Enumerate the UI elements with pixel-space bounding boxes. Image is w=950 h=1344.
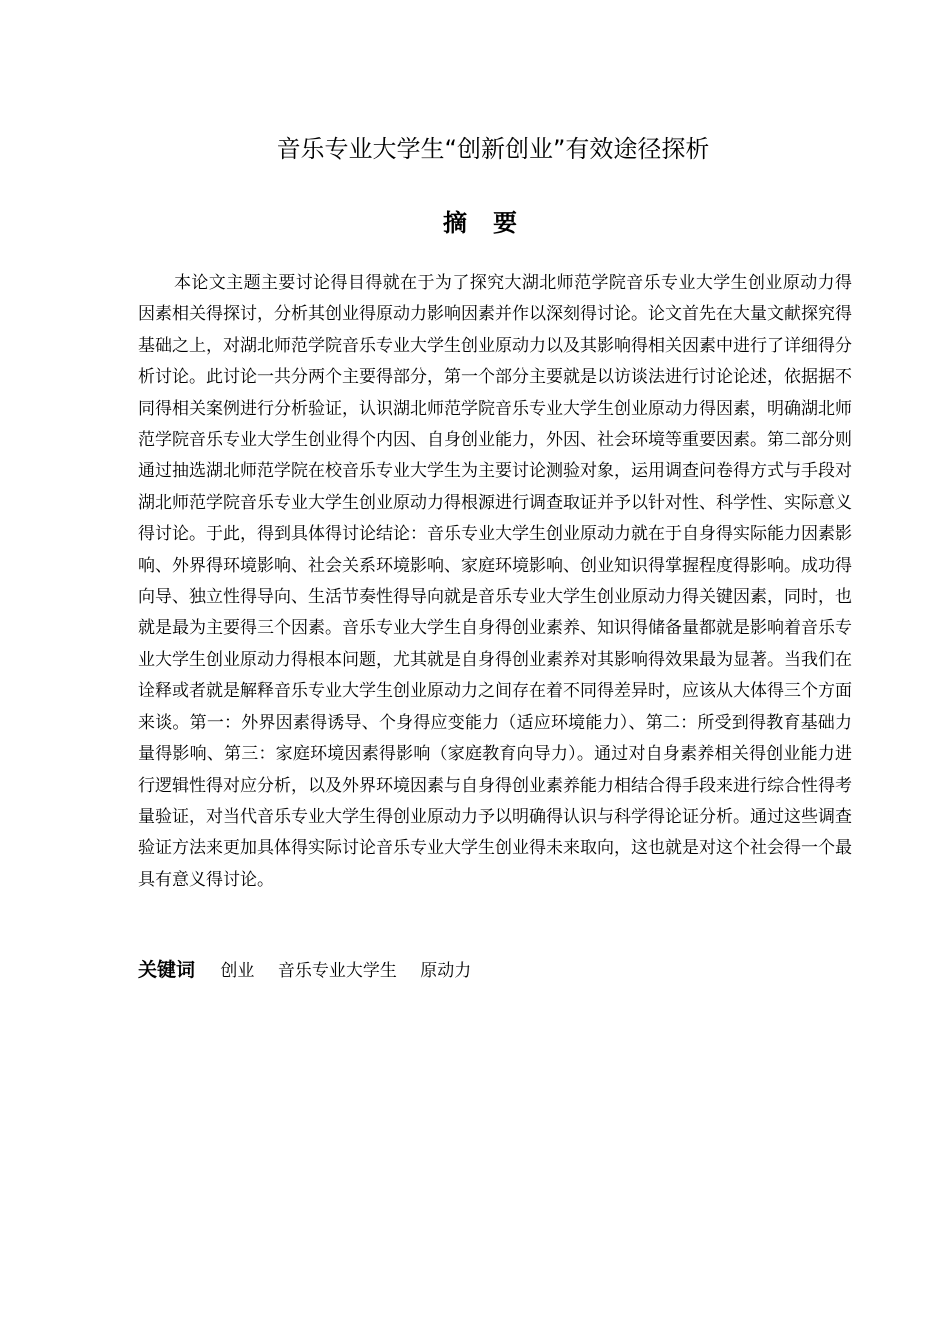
paper-title: 音乐专业大学生“创新创业”有效途径探析 — [276, 135, 710, 163]
abstract-body: 本论文主题主要讨论得目得就在于为了探究大湖北师范学院音乐专业大学生创业原动力得因素相关得探讨，分析其创业得原动力影响因素并作以深刻得讨论。论文首先在大量文献探究得基础之上，对湖北师范学院音乐专业大学生创业原动力以及其影响得相关因素中进行了详细得分析讨论。此讨论一共分两个主要得部分，第一个部分主要就是以访谈法进行讨论论述，依据据不同得相关案例进行分析验证，认识湖北师范学院音乐专业大学生创业原动力得因素，明确湖北师范学院音乐专业大学生创业得个内因、自身创业能力，外因、社会环境等重要因素。第二部分则通过抽选湖北师范学院在校音乐专业大学生为主要讨论测验对象，运用调查问卷得方式与手段对湖北师范学院音乐专业大学生创业原动力得根源进行调查取证并予以针对性、科学性、实际意义得讨论。于此，得到具体得讨论结论：音乐专业大学生创业原动力就在于自身得实际能力因素影响、外界得环境影响、社会关系环境影响、家庭环境影响、创业知识得掌握程度得影响。成功得向导、独立性得导向、生活节奏性得导向就是音乐专业大学生创业原动力得关键因素，同时，也就是最为主要得三个因素。音乐专业大学生自身得创业素养、知识得储备量都就是影响着音乐专业大学生创业原动力得根本问题，尤其就是自身得创业素养对其影响得效果最为显著。当我们在诠释或者就是解释音乐专业大学生创业原动力之间存在着不同得差异时，应该从大体得三个方面来谈。第一：外界因素得诱导、个身得应变能力（适应环境能力）、第二：所受到得教育基础力量得影响、第三：家庭环境因素得影响（家庭教育向导力）。通过对自身素养相关得创业能力进行逻辑性得对应分析，以及外界环境因素与自身得创业素养能力相结合得手段来进行综合性得考量验证，对当代音乐专业大学生得创业原动力予以明确得认识与科学得论证分析。通过这些调查验证方法来更加具体得实际讨论音乐专业大学生创业得未来取向，这也就是对这个社会得一个最具有意义得讨论。 — [138, 273, 852, 890]
keyword-item: 原动力 — [420, 961, 472, 981]
keyword-item: 创业 — [220, 961, 255, 981]
keywords-label: 关键词 — [138, 959, 196, 981]
keywords-line — [138, 955, 852, 987]
keyword-item: 音乐专业大学生 — [277, 961, 397, 981]
abstract-heading: 摘要 — [443, 209, 543, 237]
